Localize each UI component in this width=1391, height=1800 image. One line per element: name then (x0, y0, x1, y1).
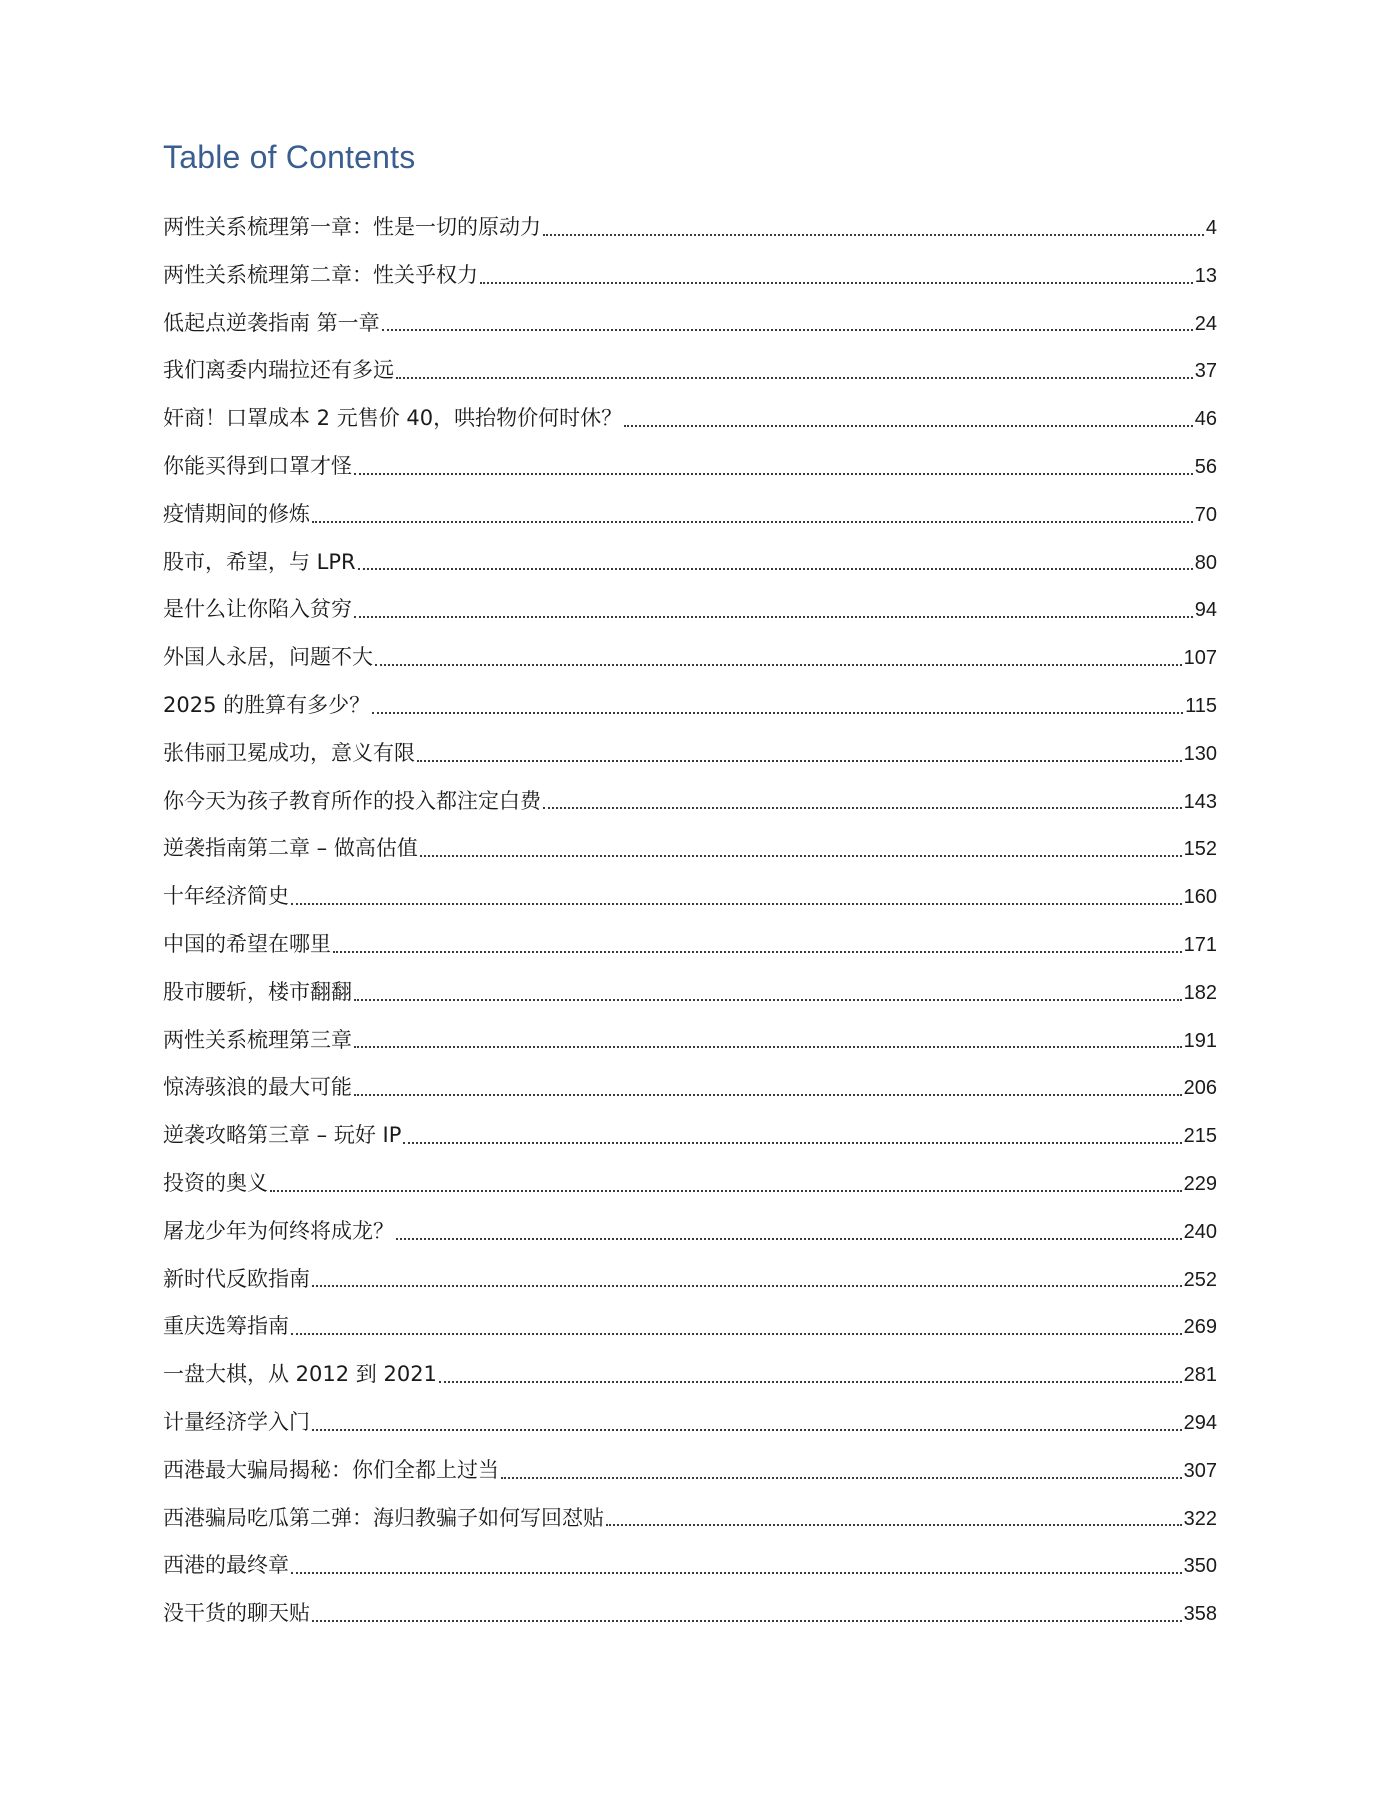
dot-leader (501, 1460, 1182, 1482)
dot-leader (354, 599, 1193, 621)
toc-entry-page-number: 252 (1183, 1268, 1217, 1291)
dot-leader (624, 408, 1193, 430)
toc-entry-title: 奸商！口罩成本 2 元售价 40，哄抬物价何时休？ (163, 406, 623, 431)
dot-leader (543, 217, 1204, 239)
toc-entry[interactable] (163, 1112, 1217, 1160)
toc-entry[interactable] (163, 1542, 1217, 1590)
toc-entry-title: 西港最大骗局揭秘：你们全都上过当 (163, 1457, 499, 1482)
toc-entry[interactable] (163, 1160, 1217, 1208)
toc-entry-page-number: 130 (1183, 742, 1217, 765)
toc-entry[interactable] (163, 1017, 1217, 1065)
toc-entry-page-number: 191 (1183, 1029, 1217, 1052)
toc-entry-title: 我们离委内瑞拉还有多远 (163, 358, 394, 383)
toc-entry[interactable] (163, 1303, 1217, 1351)
toc-entry-title: 惊涛骇浪的最大可能 (163, 1075, 352, 1100)
toc-entry-page-number: 107 (1183, 647, 1217, 670)
dot-leader (333, 934, 1182, 956)
toc-entry-title: 重庆选筹指南 (163, 1314, 289, 1339)
dot-leader (543, 790, 1182, 812)
toc-entry-title: 逆袭攻略第三章 – 玩好 IP (163, 1123, 402, 1148)
dot-leader (606, 1507, 1182, 1529)
toc-entry-title: 外国人永居，问题不大 (163, 645, 373, 670)
toc-entry-page-number: 358 (1183, 1603, 1217, 1626)
toc-entry-title: 计量经济学入门 (163, 1409, 310, 1434)
toc-entry-title: 新时代反欧指南 (163, 1266, 310, 1291)
toc-entry-page-number: 94 (1194, 599, 1217, 622)
toc-entry-title: 两性关系梳理第一章：性是一切的原动力 (163, 215, 541, 239)
toc-entry-page-number: 229 (1183, 1172, 1217, 1195)
toc-entry-page-number: 143 (1183, 790, 1217, 813)
toc-entry-title: 一盘大棋，从 2012 到 2021 (163, 1362, 437, 1387)
toc-entry-page-number: 240 (1183, 1220, 1217, 1243)
dot-leader (291, 1555, 1182, 1577)
dot-leader (291, 1316, 1182, 1338)
toc-entry[interactable] (163, 1495, 1217, 1543)
toc-entry[interactable] (163, 634, 1217, 682)
dot-leader (312, 1412, 1182, 1434)
toc-entry[interactable] (163, 1351, 1217, 1399)
toc-entry[interactable] (163, 825, 1217, 873)
toc-entry-page-number: 152 (1183, 838, 1217, 861)
toc-entry[interactable] (163, 1064, 1217, 1112)
toc-entry-title: 2025 的胜算有多少？ (163, 692, 371, 717)
dot-leader (312, 504, 1193, 526)
dot-leader (354, 1077, 1182, 1099)
toc-entry-page-number: 160 (1183, 886, 1217, 909)
toc-entry-page-number: 294 (1183, 1411, 1217, 1434)
dot-leader (417, 743, 1182, 765)
dot-leader (312, 1268, 1182, 1290)
toc-entry[interactable] (163, 539, 1217, 587)
toc-entry-title: 你今天为孩子教育所作的投入都注定白费 (163, 788, 541, 813)
toc-entry-title: 屠龙少年为何终将成龙？ (163, 1218, 394, 1243)
toc-entry-page-number: 4 (1205, 217, 1217, 239)
dot-leader (354, 1029, 1182, 1051)
toc-entry-page-number: 215 (1183, 1125, 1217, 1148)
toc-entry-page-number: 171 (1183, 933, 1217, 956)
toc-entry-title: 没干货的聊天贴 (163, 1601, 310, 1626)
toc-entry-page-number: 269 (1183, 1316, 1217, 1339)
toc-entry[interactable] (163, 969, 1217, 1017)
toc-entry[interactable] (163, 1399, 1217, 1447)
toc-entry-page-number: 322 (1183, 1507, 1217, 1530)
toc-entry-page-number: 46 (1194, 408, 1217, 431)
toc-entry[interactable] (163, 347, 1217, 395)
toc-entry-page-number: 37 (1194, 360, 1217, 383)
dot-leader (396, 1221, 1182, 1243)
toc-entry-title: 中国的希望在哪里 (163, 931, 331, 956)
toc-entry-page-number: 70 (1194, 503, 1217, 526)
toc-entry-title: 张伟丽卫冕成功，意义有限 (163, 740, 415, 765)
toc-entry[interactable] (163, 586, 1217, 634)
toc-entry[interactable] (163, 300, 1217, 348)
toc-entry-title: 低起点逆袭指南 第一章 (163, 310, 380, 335)
toc-entry-title: 两性关系梳理第三章 (163, 1027, 352, 1052)
toc-entry[interactable] (163, 491, 1217, 539)
toc-entry[interactable] (163, 1590, 1217, 1638)
dot-leader (270, 1173, 1182, 1195)
toc-heading: Table of Contents (163, 139, 416, 176)
dot-leader (480, 265, 1193, 287)
dot-leader (372, 695, 1183, 717)
toc-entry-title: 西港的最终章 (163, 1553, 289, 1578)
toc-entry-title: 西港骗局吃瓜第二弹：海归教骗子如何写回怼贴 (163, 1505, 604, 1530)
toc-entry[interactable] (163, 778, 1217, 826)
toc-entry[interactable] (163, 730, 1217, 778)
toc-entry[interactable] (163, 682, 1217, 730)
dot-leader (403, 1125, 1181, 1147)
dot-leader (420, 838, 1182, 860)
dot-leader (375, 647, 1182, 669)
dot-leader (354, 456, 1193, 478)
toc-entry-page-number: 115 (1185, 694, 1217, 717)
toc-list (163, 204, 1217, 1638)
toc-entry-page-number: 307 (1183, 1459, 1217, 1482)
toc-entry[interactable] (163, 443, 1217, 491)
toc-entry-title: 你能买得到口罩才怪 (163, 453, 352, 478)
dot-leader (439, 1364, 1182, 1386)
toc-entry[interactable] (163, 252, 1217, 300)
dot-leader (354, 982, 1182, 1004)
dot-leader (396, 360, 1193, 382)
dot-leader (382, 312, 1193, 334)
toc-entry-title: 股市，希望，与 LPR (163, 549, 356, 574)
toc-entry[interactable] (163, 1208, 1217, 1256)
toc-entry-page-number: 182 (1183, 981, 1217, 1004)
toc-entry[interactable] (163, 1256, 1217, 1304)
toc-entry-title: 投资的奥义 (163, 1170, 268, 1195)
dot-leader (291, 886, 1182, 908)
toc-entry-title: 股市腰斩，楼市翻翻 (163, 979, 352, 1004)
toc-entry[interactable] (163, 395, 1217, 443)
toc-entry-page-number: 206 (1183, 1077, 1217, 1100)
toc-entry-page-number: 350 (1183, 1555, 1217, 1578)
toc-entry-title: 是什么让你陷入贫穷 (163, 597, 352, 622)
toc-entry-title: 两性关系梳理第二章：性关乎权力 (163, 262, 478, 287)
toc-entry-page-number: 80 (1194, 551, 1217, 574)
toc-entry[interactable] (163, 204, 1217, 252)
toc-entry-page-number: 24 (1194, 312, 1217, 335)
toc-entry-page-number: 56 (1194, 455, 1217, 478)
toc-entry[interactable] (163, 1447, 1217, 1495)
toc-entry[interactable] (163, 921, 1217, 969)
dot-leader (312, 1603, 1182, 1625)
toc-entry-title: 十年经济简史 (163, 884, 289, 909)
toc-entry[interactable] (163, 873, 1217, 921)
toc-entry-title: 疫情期间的修炼 (163, 501, 310, 526)
dot-leader (358, 551, 1193, 573)
toc-entry-title: 逆袭指南第二章 – 做高估值 (163, 836, 418, 861)
toc-entry-page-number: 281 (1183, 1364, 1217, 1387)
toc-entry-page-number: 13 (1194, 264, 1217, 287)
